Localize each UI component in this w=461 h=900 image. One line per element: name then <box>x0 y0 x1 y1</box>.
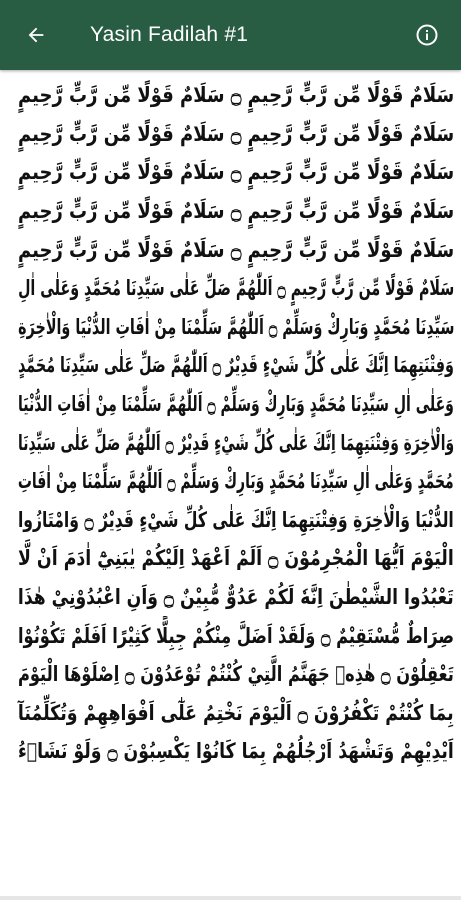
text-line: سَلَامٌ قَوْلًا مِّن رَّبٍّ رَّحِيمٍ ۝ سَلَامٌ قَوْلًا مِّن رَّبٍّ رَّحِيمٍ <box>17 237 454 262</box>
text-line: سَلَامٌ قَوْلًا مِّن رَّبٍّ رَّحِيمٍ ۝ سَلَامٌ قَوْلًا مِّن رَّبٍّ رَّحِيمٍ <box>17 160 454 185</box>
text-line: تَعْقِلُوْنَ ۝ هٰذِهٖ جَهَنَّمُ الَّتِيْ كُنْتُمْ تُوْعَدُوْنَ ۝ اِصْلَوْهَا الْيَوْمَ <box>18 662 454 687</box>
text-line: سَلَامٌ قَوْلًا مِّن رَّبٍّ رَّحِيمٍ ۝ اَللّٰهُمَّ صَلِّ عَلٰى سَيِّدِنَا مُحَمَّدٍ وَعَلٰى اٰلِ <box>17 276 454 301</box>
text-line: الدُّنْيَا وَالْاٰخِرَةِ وَفِتْنَتِهِمَا اِنَّكَ عَلٰى كُلِّ شَيْءٍ قَدِيْرٌ ۝ وَامْتَازُوا <box>18 507 454 532</box>
text-line: الْيَوْمَ اَيُّهَا الْمُجْرِمُوْنَ ۝ اَلَمْ اَعْهَدْ اِلَيْكُمْ يٰبَنِيْٓ اٰدَمَ اَنْ لَّا <box>18 546 454 571</box>
scripture-page[interactable] <box>0 70 461 896</box>
arabic-text-page <box>14 76 454 896</box>
text-line: بِمَا كُنْتُمْ تَكْفُرُوْنَ ۝ اَلْيَوْمَ نَخْتِمُ عَلٰٓى اَفْوَاهِهِمْ وَتُكَلِّمُنَآ <box>18 700 454 725</box>
text-line: سَيِّدِنَا مُحَمَّدٍ وَبَارِكْ وَسَلِّمْ ۝ اَللّٰهُمَّ سَلِّمْنَا مِنْ اٰفَاتِ الدُّنْيَا وَالْاٰخِرَةِ <box>17 314 454 339</box>
page-title: Yasin Fadilah #1 <box>90 23 249 46</box>
text-line: اَيْدِيْهِمْ وَتَشْهَدُ اَرْجُلُهُمْ بِمَا كَانُوْا يَكْسِبُوْنَ ۝ وَلَوْ نَشَاۤءُ <box>18 739 454 764</box>
text-line: وَفِتْنَتِهِمَا اِنَّكَ عَلٰى كُلِّ شَيْءٍ قَدِيْرٌ ۝ اَللّٰهُمَّ صَلِّ عَلٰى سَيِّدِنَا مُحَمَّدٍ <box>18 353 454 378</box>
text-line: سَلَامٌ قَوْلًا مِّن رَّبٍّ رَّحِيمٍ ۝ سَلَامٌ قَوْلًا مِّن رَّبٍّ رَّحِيمٍ <box>17 83 454 108</box>
text-line: مُحَمَّدٍ وَعَلٰى اٰلِ سَيِّدِنَا مُحَمَّدٍ وَبَارِكْ وَسَلِّمْ ۝ اَللّٰهُمَّ سَلِّمْنَا مِنْ اٰفَاتِ <box>18 469 454 494</box>
info-button[interactable] <box>411 19 443 51</box>
arrow-left-icon <box>25 24 47 46</box>
text-line: صِرَاطٌ مُّسْتَقِيْمٌ ۝ وَلَقَدْ اَضَلَّ مِنْكُمْ جِبِلًّا كَثِيْرًا اَفَلَمْ تَكُوْنُوْا <box>17 623 454 648</box>
text-line: وَالْاٰخِرَةِ وَفِتْنَتِهِمَا اِنَّكَ عَلٰى كُلِّ شَيْءٍ قَدِيْرٌ ۝ اَللّٰهُمَّ صَلِّ عَلٰى سَيِّدِنَا <box>17 430 454 455</box>
back-button[interactable] <box>20 19 52 51</box>
bottom-divider <box>0 896 461 900</box>
text-line: تَعْبُدُوا الشَّيْطٰنَ اِنَّهٗ لَكُمْ عَدُوٌّ مُّبِيْنٌ ۝ وَاَنِ اعْبُدُوْنِيْ هٰذَا <box>18 585 454 610</box>
info-circle-icon <box>415 23 439 47</box>
app-bar <box>0 0 461 70</box>
text-line: سَلَامٌ قَوْلًا مِّن رَّبٍّ رَّحِيمٍ ۝ سَلَامٌ قَوْلًا مِّن رَّبٍّ رَّحِيمٍ <box>17 121 454 146</box>
text-line: وَعَلٰى اٰلِ سَيِّدِنَا مُحَمَّدٍ وَبَارِكْ وَسَلِّمْ ۝ اَللّٰهُمَّ سَلِّمْنَا مِنْ اٰفَاتِ الدُّنْيَا <box>18 392 454 417</box>
text-line: سَلَامٌ قَوْلًا مِّن رَّبٍّ رَّحِيمٍ ۝ سَلَامٌ قَوْلًا مِّن رَّبٍّ رَّحِيمٍ <box>17 199 454 224</box>
